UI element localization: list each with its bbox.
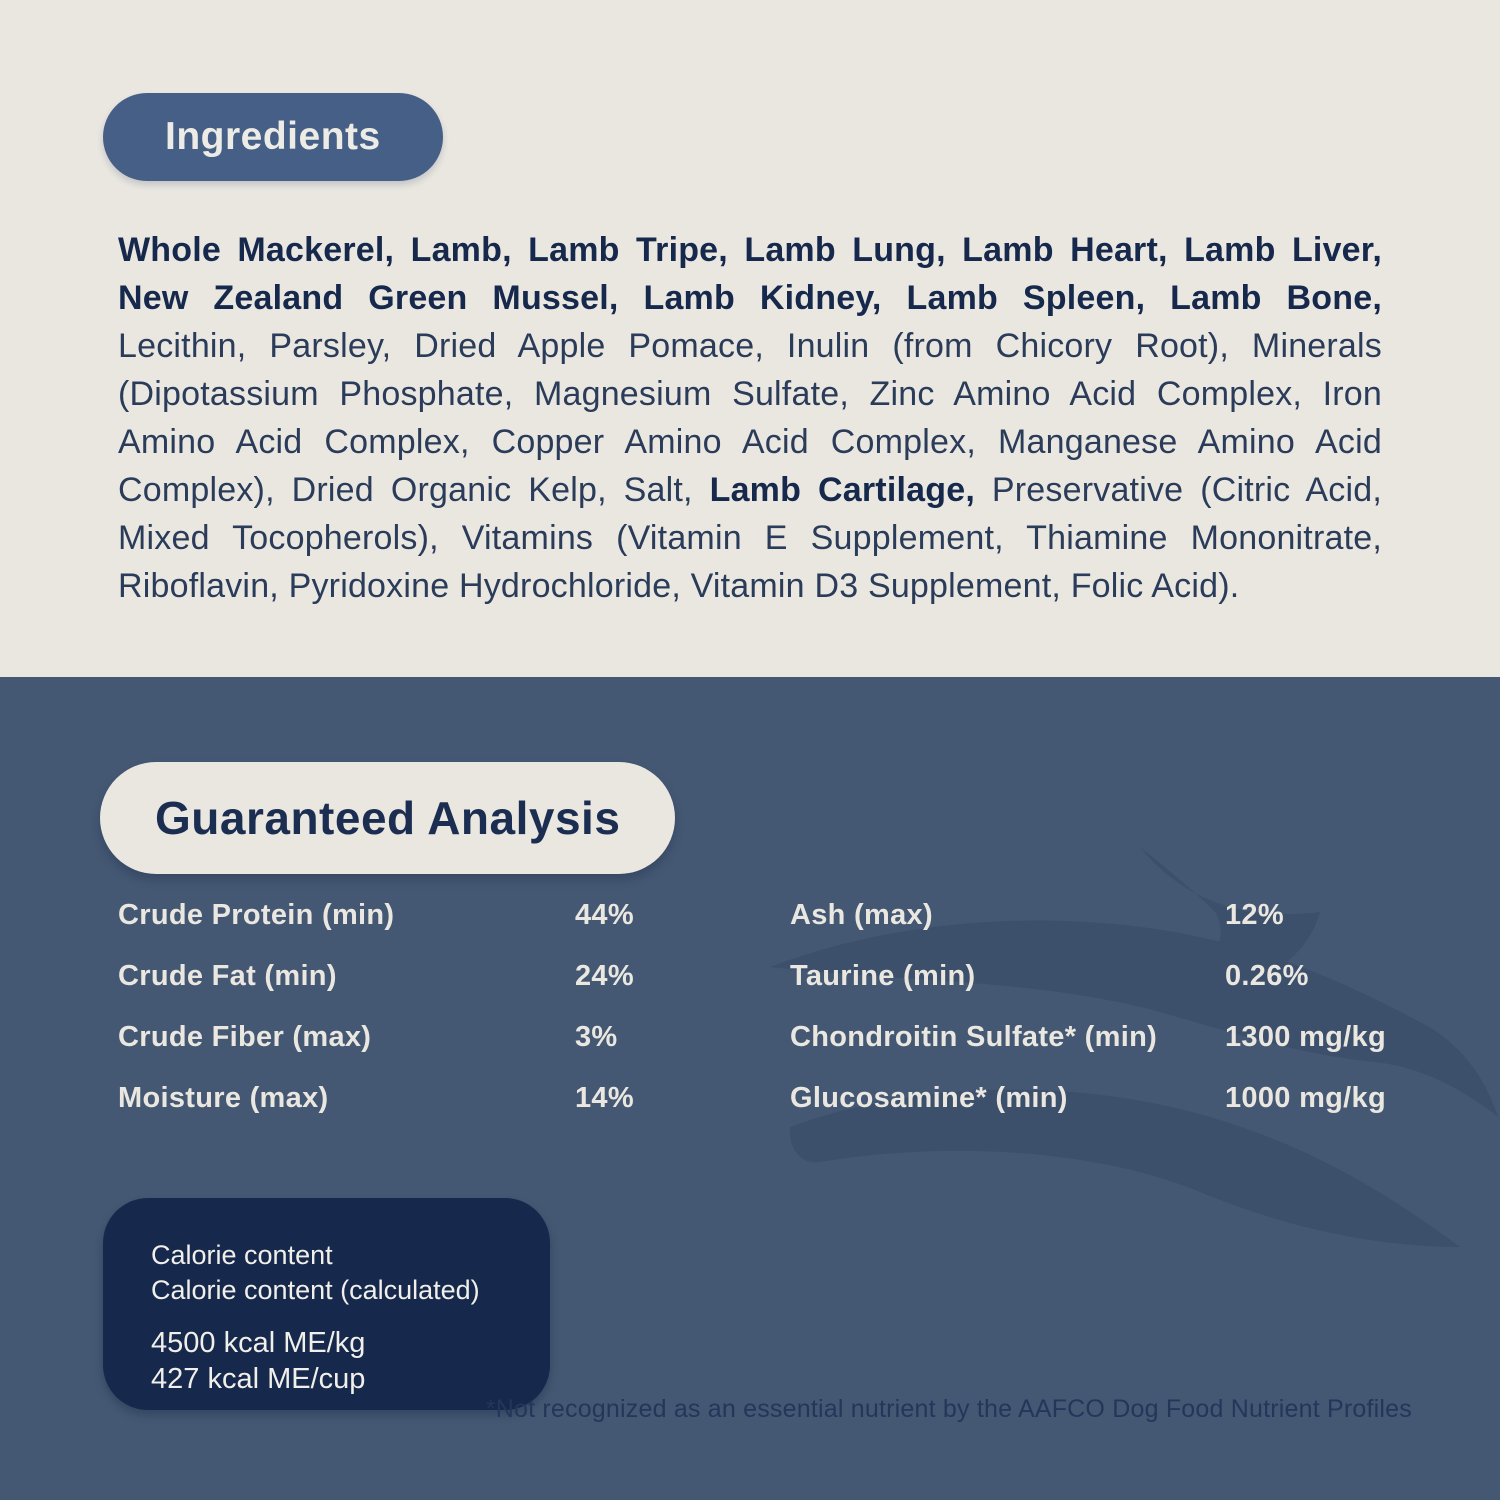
calorie-value-line: 427 kcal ME/cup — [151, 1363, 366, 1395]
guaranteed-analysis-heading-label: Guaranteed Analysis — [155, 792, 621, 844]
analysis-right-value: 1300 mg/kg — [1225, 1021, 1386, 1053]
analysis-left-label: Crude Fat (min) — [118, 960, 337, 992]
analysis-left-value: 14% — [575, 1082, 634, 1114]
ingredient-segment-bold: Whole Mackerel, Lamb, Lamb Tripe, Lamb Lung, Lamb Heart, Lamb Liver, New Zealand Green Mussel, Lamb Kidney, Lamb Spleen, Lamb Bone, — [118, 231, 1382, 317]
ingredients-heading-pill — [103, 93, 443, 181]
ingredient-segment-bold: Lamb Cartilage, — [709, 471, 975, 509]
ingredient-segment: Lecithin, Parsley, Dried Apple Pomace, Inulin (from Chicory Root), Minerals (Dipotassium Phosphate, Magnesium Sulfate, Zinc Amino Acid Complex, Iron Amino Acid Complex, Copper Amino Acid Complex, Manganese Amino Acid Complex), Dried Organic Kelp, Salt, — [118, 327, 1382, 509]
analysis-right-value: 1000 mg/kg — [1225, 1082, 1386, 1114]
analysis-left-value: 24% — [575, 960, 634, 992]
analysis-right-value: 12% — [1225, 899, 1284, 931]
calorie-headings — [151, 1238, 520, 1308]
analysis-left-label: Crude Fiber (max) — [118, 1021, 372, 1053]
analysis-left-value: 3% — [575, 1021, 618, 1053]
ingredients-text — [118, 226, 1382, 610]
guaranteed-analysis-section — [0, 677, 1500, 1500]
aafco-footnote: *Not recognized as an essential nutrient by the AAFCO Dog Food Nutrient Profiles — [485, 1395, 1412, 1423]
analysis-right-label: Chondroitin Sulfate* (min) — [790, 1021, 1158, 1053]
calorie-heading-line: Calorie content — [151, 1240, 333, 1270]
analysis-left-label: Moisture (max) — [118, 1082, 329, 1114]
analysis-table — [118, 899, 1386, 1143]
calorie-values — [151, 1325, 520, 1397]
calorie-value-line: 4500 kcal ME/kg — [151, 1327, 366, 1359]
calorie-heading-line: Calorie content (calculated) — [151, 1275, 480, 1305]
guaranteed-analysis-heading-pill — [100, 762, 675, 874]
ingredient-segment: Preservative (Citric Acid, Mixed Tocopherols), Vitamins (Vitamin E Supplement, Thiamine Mononitrate, Riboflavin, Pyridoxine Hydrochloride, Vitamin D3 Supplement, Folic Acid). — [118, 471, 1382, 605]
analysis-right-label: Ash (max) — [790, 899, 933, 931]
analysis-right-label: Taurine (min) — [790, 960, 976, 992]
analysis-left-label: Crude Protein (min) — [118, 899, 395, 931]
ingredients-section — [0, 0, 1500, 677]
ingredients-heading-label: Ingredients — [165, 115, 381, 158]
analysis-right-label: Glucosamine* (min) — [790, 1082, 1068, 1114]
analysis-left-value: 44% — [575, 899, 634, 931]
analysis-right-value: 0.26% — [1225, 960, 1309, 992]
calorie-content-box — [103, 1198, 550, 1410]
